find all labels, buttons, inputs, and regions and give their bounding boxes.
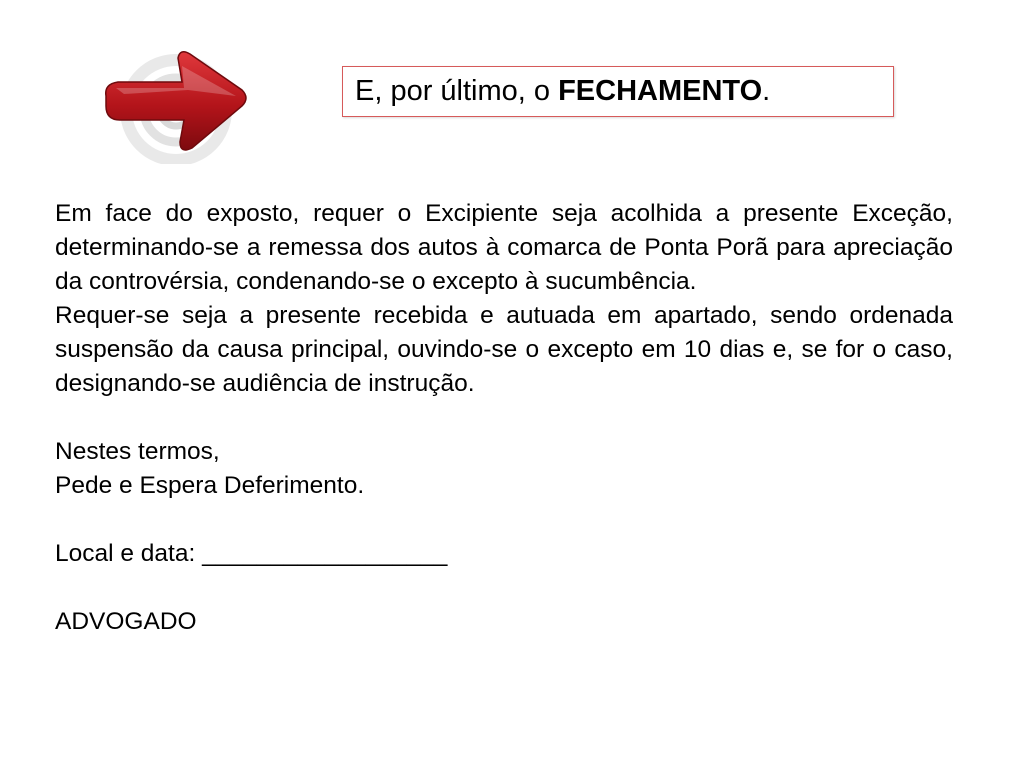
- document-body: [55, 197, 953, 639]
- title-box: [342, 66, 894, 117]
- closing-request: Pede e Espera Deferimento.: [55, 472, 365, 499]
- paragraph-suspension: Requer-se seja a presente recebida e autuada em apartado, sendo ordenada suspensão da causa principal, ouvindo-se o excepto em 10 dias e, se for o caso, designando-se audiência de instrução.: [55, 302, 953, 397]
- closing-terms: Nestes termos,: [55, 438, 220, 465]
- paragraph-request: Em face do exposto, requer o Excipiente seja acolhida a presente Exceção, determinando-se a remessa dos autos à comarca de Ponta Porã para apreciação da controvérsia, condenando-se o excepto à sucumbência.: [55, 200, 953, 295]
- signature-label: ADVOGADO: [55, 608, 197, 635]
- title-prefix: E, por último, o: [355, 75, 559, 107]
- place-date-line: Local e data: __________________: [55, 540, 448, 567]
- title-bold: FECHAMENTO: [558, 75, 763, 107]
- title-suffix: .: [762, 75, 771, 107]
- red-arrow-right-icon: [96, 44, 252, 164]
